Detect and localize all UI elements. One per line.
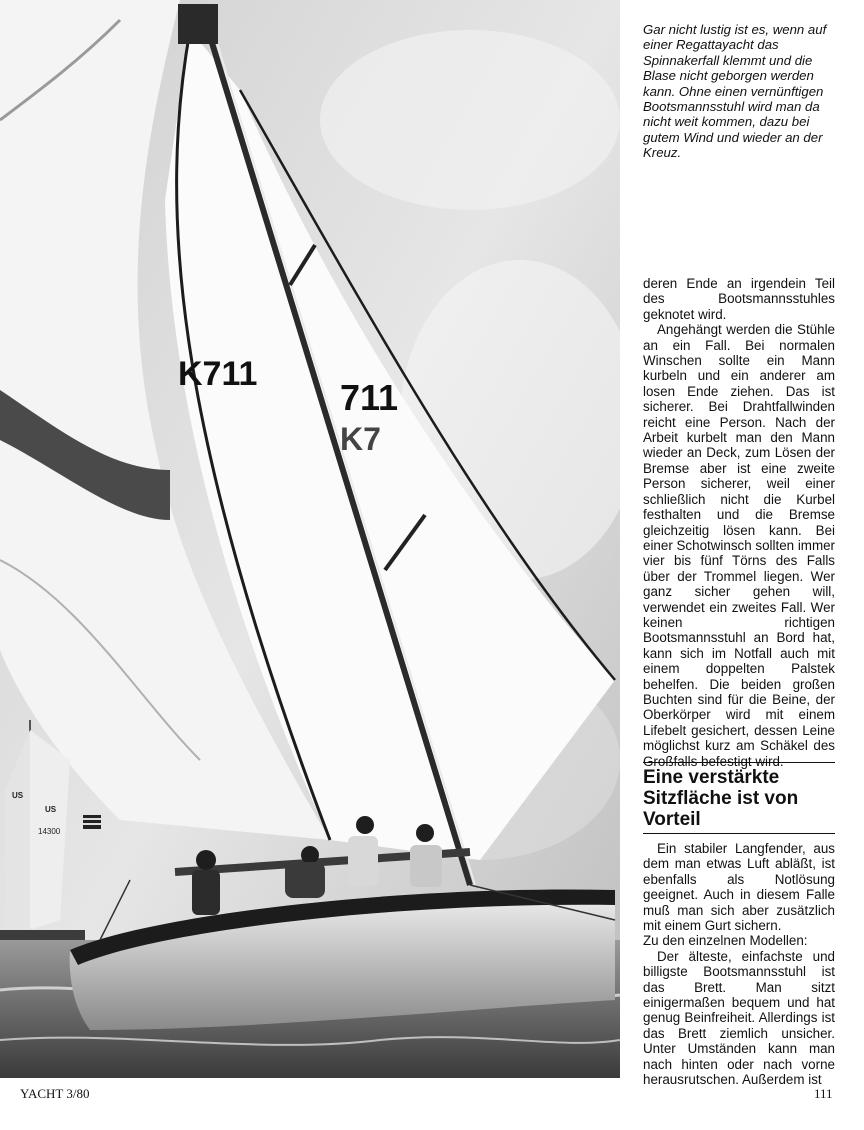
sail-number-711: 711 [340, 377, 399, 418]
body-column-lower [643, 841, 835, 1088]
body-paragraph: deren Ende an irgendein Teil des Bootsmannsstuhles geknotet wird. [643, 276, 835, 322]
body-column-upper [643, 276, 835, 769]
distant-sail-14300: 14300 [38, 827, 61, 836]
distant-sail-us-right: US [45, 805, 57, 814]
footer-page-number: 111 [814, 1086, 833, 1101]
body-paragraph: Angehängt werden die Stühle an ein Fall. Bei normalen Winschen sollte ein Mann kurbeln und ein anderer am losen Ende ziehen. Das ist sicherer. Bei Drahtfallwinden reicht eine Person. Nach der Arbeit kurbelt man den Mann wieder an Deck, zum Lösen der Bremse aber ist eine zweite Person sicherer, weil einer schließlich nicht die Kurbel festhalten und die Bremse gleichzeitig lösen kann. Bei einer Schotwinsch sollten immer vier bis fünf Törns des Falls über der Trommel liegen. Wer ganz sicher gehen will, verwendet ein zweites Fall. Wer keinen richtigen Bootsmannsstuhl an Bord hat, kann sich im Notfall auch mit einem doppelten Palstek behelfen. Die beiden großen Buchten sind für die Beine, der Oberkörper wird mit einem Lifebelt gesichert, dessen Leine möglichst kurz am Schäkel des Großfalls befestigt wird. [643, 322, 836, 769]
footer-issue: YACHT 3/80 [20, 1086, 90, 1101]
body-paragraph: Zu den einzelnen Modellen: [643, 933, 808, 949]
section-headline-box [643, 762, 835, 834]
sail-number-k7-mirrored: K7 [340, 421, 381, 457]
body-paragraph: Ein stabiler Langfender, aus dem man etwas Luft abläßt, ist ebenfalls als Notlösung geeignet. Auch in diesem Falle muß man sich aber zusätzlich mit einem Gurt sichern. [643, 841, 835, 934]
sail-number-k711: K711 [178, 355, 258, 393]
body-paragraph: Der älteste, einfachste und billigste Bootsmannsstuhl ist das Brett. Man sitzt einigermaßen bequem und hat genug Beinfreiheit. Allerdings ist das Brett ziemlich unsicher. Unter Umständen kann man nach hinten oder nach vorne herausrutschen. Außerdem ist [643, 948, 835, 1088]
section-headline: Eine verstärkte Sitzfläche ist von Vorteil [643, 767, 799, 830]
distant-sail-us-left: US [12, 791, 24, 800]
photo-caption: Gar nicht lustig ist es, wenn auf einer Regattayacht das Spinnakerfall klemmt und die Blase nicht geborgen werden kann. Ohne einen vernünftigen Bootsmannsstuhl wird man da nicht weit kommen, dazu bei gutem Wind und wieder an der Kreuz. [643, 22, 827, 161]
